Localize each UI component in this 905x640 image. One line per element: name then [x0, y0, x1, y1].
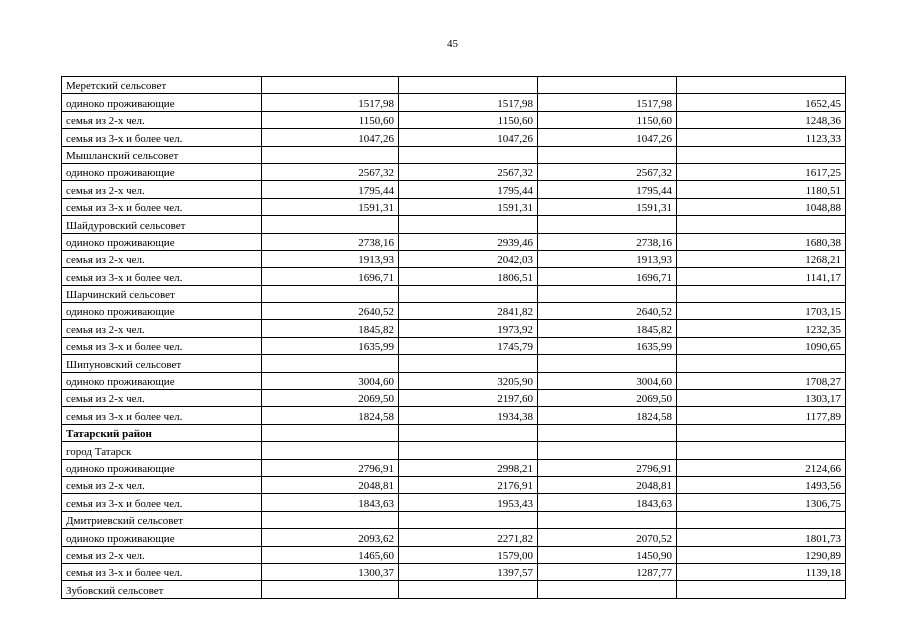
table-row [62, 529, 846, 546]
value-cell: 2796,91 [262, 459, 399, 476]
value-cell: 1290,89 [677, 546, 846, 563]
value-cell: 1493,56 [677, 476, 846, 493]
section-header-row [62, 442, 846, 459]
value-cell [399, 285, 538, 302]
row-label: одиноко проживающие [62, 372, 262, 389]
settlement-name: Дмитриевский сельсовет [62, 511, 262, 528]
table-row [62, 372, 846, 389]
table-row [62, 459, 846, 476]
value-cell: 1913,93 [538, 250, 677, 267]
value-cell [399, 146, 538, 163]
value-cell [538, 146, 677, 163]
value-cell [262, 355, 399, 372]
value-cell [262, 285, 399, 302]
value-cell: 1696,71 [262, 268, 399, 285]
value-cell: 2070,52 [538, 529, 677, 546]
value-cell: 1617,25 [677, 163, 846, 180]
value-cell: 3205,90 [399, 372, 538, 389]
value-cell: 3004,60 [538, 372, 677, 389]
value-cell [538, 285, 677, 302]
value-cell: 1177,89 [677, 407, 846, 424]
value-cell: 2567,32 [262, 163, 399, 180]
value-cell [538, 424, 677, 441]
settlement-name: Меретский сельсовет [62, 77, 262, 94]
value-cell [677, 442, 846, 459]
value-cell [399, 424, 538, 441]
row-label: одиноко проживающие [62, 233, 262, 250]
row-label: семья из 2-х чел. [62, 390, 262, 407]
row-label: семья из 2-х чел. [62, 476, 262, 493]
value-cell [399, 216, 538, 233]
tariff-table-body [62, 77, 846, 599]
value-cell: 1806,51 [399, 268, 538, 285]
value-cell: 1843,63 [538, 494, 677, 511]
value-cell: 2640,52 [538, 303, 677, 320]
table-row [62, 303, 846, 320]
value-cell: 2738,16 [262, 233, 399, 250]
value-cell: 1268,21 [677, 250, 846, 267]
table-row [62, 390, 846, 407]
value-cell: 1934,38 [399, 407, 538, 424]
value-cell [677, 355, 846, 372]
district-name: Татарский район [62, 424, 262, 441]
value-cell: 1123,33 [677, 129, 846, 146]
value-cell: 1913,93 [262, 250, 399, 267]
value-cell [538, 511, 677, 528]
row-label: одиноко проживающие [62, 94, 262, 111]
value-cell: 1141,17 [677, 268, 846, 285]
value-cell: 1635,99 [538, 337, 677, 354]
row-label: семья из 2-х чел. [62, 181, 262, 198]
value-cell [262, 581, 399, 598]
value-cell: 2042,03 [399, 250, 538, 267]
settlement-name: Мышланский сельсовет [62, 146, 262, 163]
table-row [62, 94, 846, 111]
settlement-name: Шарчинский сельсовет [62, 285, 262, 302]
value-cell: 2640,52 [262, 303, 399, 320]
section-header-row [62, 146, 846, 163]
value-cell: 1306,75 [677, 494, 846, 511]
row-label: семья из 3-х и более чел. [62, 407, 262, 424]
value-cell [677, 216, 846, 233]
row-label: семья из 3-х и более чел. [62, 129, 262, 146]
value-cell: 1150,60 [399, 111, 538, 128]
value-cell [399, 511, 538, 528]
settlement-name: Шипуновский сельсовет [62, 355, 262, 372]
table-row [62, 268, 846, 285]
table-row [62, 476, 846, 493]
value-cell: 1180,51 [677, 181, 846, 198]
section-header-row [62, 77, 846, 94]
value-cell [399, 77, 538, 94]
value-cell: 1150,60 [538, 111, 677, 128]
page-number: 45 [447, 38, 458, 50]
value-cell [262, 77, 399, 94]
value-cell: 2048,81 [262, 476, 399, 493]
value-cell: 1517,98 [262, 94, 399, 111]
value-cell: 1591,31 [538, 198, 677, 215]
row-label: семья из 3-х и более чел. [62, 563, 262, 580]
value-cell: 1048,88 [677, 198, 846, 215]
row-label: семья из 2-х чел. [62, 546, 262, 563]
value-cell: 2841,82 [399, 303, 538, 320]
table-row [62, 337, 846, 354]
section-header-row [62, 285, 846, 302]
value-cell: 1591,31 [399, 198, 538, 215]
value-cell: 1795,44 [399, 181, 538, 198]
tariff-table [61, 76, 846, 599]
value-cell: 1397,57 [399, 563, 538, 580]
value-cell: 1696,71 [538, 268, 677, 285]
section-header-row [62, 511, 846, 528]
value-cell: 1517,98 [538, 94, 677, 111]
table-row [62, 111, 846, 128]
value-cell: 1973,92 [399, 320, 538, 337]
row-label: семья из 3-х и более чел. [62, 494, 262, 511]
value-cell: 1139,18 [677, 563, 846, 580]
settlement-name: город Татарск [62, 442, 262, 459]
value-cell: 1047,26 [538, 129, 677, 146]
value-cell: 1953,43 [399, 494, 538, 511]
value-cell: 1680,38 [677, 233, 846, 250]
row-label: одиноко проживающие [62, 303, 262, 320]
value-cell: 1635,99 [262, 337, 399, 354]
value-cell: 1708,27 [677, 372, 846, 389]
value-cell: 2998,21 [399, 459, 538, 476]
value-cell [262, 216, 399, 233]
value-cell [262, 511, 399, 528]
value-cell: 1703,15 [677, 303, 846, 320]
value-cell: 1465,60 [262, 546, 399, 563]
value-cell: 2069,50 [262, 390, 399, 407]
table-row [62, 407, 846, 424]
table-row [62, 320, 846, 337]
value-cell: 2093,62 [262, 529, 399, 546]
settlement-name: Шайдуровский сельсовет [62, 216, 262, 233]
row-label: одиноко проживающие [62, 529, 262, 546]
row-label: одиноко проживающие [62, 163, 262, 180]
value-cell: 1843,63 [262, 494, 399, 511]
row-label: одиноко проживающие [62, 459, 262, 476]
value-cell [262, 424, 399, 441]
table-row [62, 494, 846, 511]
value-cell [677, 424, 846, 441]
value-cell [677, 146, 846, 163]
value-cell [538, 216, 677, 233]
value-cell: 1591,31 [262, 198, 399, 215]
row-label: семья из 3-х и более чел. [62, 268, 262, 285]
table-row [62, 233, 846, 250]
table-row [62, 181, 846, 198]
section-header-row [62, 216, 846, 233]
value-cell: 2176,91 [399, 476, 538, 493]
row-label: семья из 2-х чел. [62, 320, 262, 337]
value-cell: 1287,77 [538, 563, 677, 580]
value-cell: 1303,17 [677, 390, 846, 407]
value-cell: 2069,50 [538, 390, 677, 407]
table-row [62, 250, 846, 267]
value-cell: 2567,32 [399, 163, 538, 180]
value-cell: 1517,98 [399, 94, 538, 111]
table-row [62, 563, 846, 580]
value-cell: 2271,82 [399, 529, 538, 546]
value-cell: 1824,58 [538, 407, 677, 424]
district-header-row [62, 424, 846, 441]
table-row [62, 546, 846, 563]
value-cell [677, 285, 846, 302]
section-header-row [62, 355, 846, 372]
value-cell: 1232,35 [677, 320, 846, 337]
value-cell [677, 581, 846, 598]
value-cell [538, 77, 677, 94]
value-cell: 2738,16 [538, 233, 677, 250]
value-cell: 1845,82 [262, 320, 399, 337]
value-cell: 3004,60 [262, 372, 399, 389]
value-cell [538, 355, 677, 372]
value-cell: 1745,79 [399, 337, 538, 354]
value-cell [538, 442, 677, 459]
table-row [62, 129, 846, 146]
value-cell: 2197,60 [399, 390, 538, 407]
row-label: семья из 3-х и более чел. [62, 198, 262, 215]
row-label: семья из 2-х чел. [62, 111, 262, 128]
value-cell: 2939,46 [399, 233, 538, 250]
value-cell: 1047,26 [399, 129, 538, 146]
value-cell [677, 77, 846, 94]
value-cell [677, 511, 846, 528]
value-cell: 1047,26 [262, 129, 399, 146]
section-header-row [62, 581, 846, 598]
value-cell: 1795,44 [538, 181, 677, 198]
value-cell [538, 581, 677, 598]
value-cell: 1150,60 [262, 111, 399, 128]
table-row [62, 198, 846, 215]
row-label: семья из 3-х и более чел. [62, 337, 262, 354]
value-cell: 1248,36 [677, 111, 846, 128]
value-cell [262, 146, 399, 163]
value-cell: 1652,45 [677, 94, 846, 111]
value-cell: 1300,37 [262, 563, 399, 580]
value-cell: 2124,66 [677, 459, 846, 476]
value-cell: 2796,91 [538, 459, 677, 476]
value-cell: 2567,32 [538, 163, 677, 180]
value-cell: 1801,73 [677, 529, 846, 546]
value-cell: 1795,44 [262, 181, 399, 198]
value-cell: 1090,65 [677, 337, 846, 354]
value-cell [262, 442, 399, 459]
value-cell: 1579,00 [399, 546, 538, 563]
value-cell: 2048,81 [538, 476, 677, 493]
value-cell: 1450,90 [538, 546, 677, 563]
value-cell [399, 581, 538, 598]
row-label: семья из 2-х чел. [62, 250, 262, 267]
value-cell: 1845,82 [538, 320, 677, 337]
value-cell [399, 355, 538, 372]
table-row [62, 163, 846, 180]
value-cell [399, 442, 538, 459]
value-cell: 1824,58 [262, 407, 399, 424]
settlement-name: Зубовский сельсовет [62, 581, 262, 598]
